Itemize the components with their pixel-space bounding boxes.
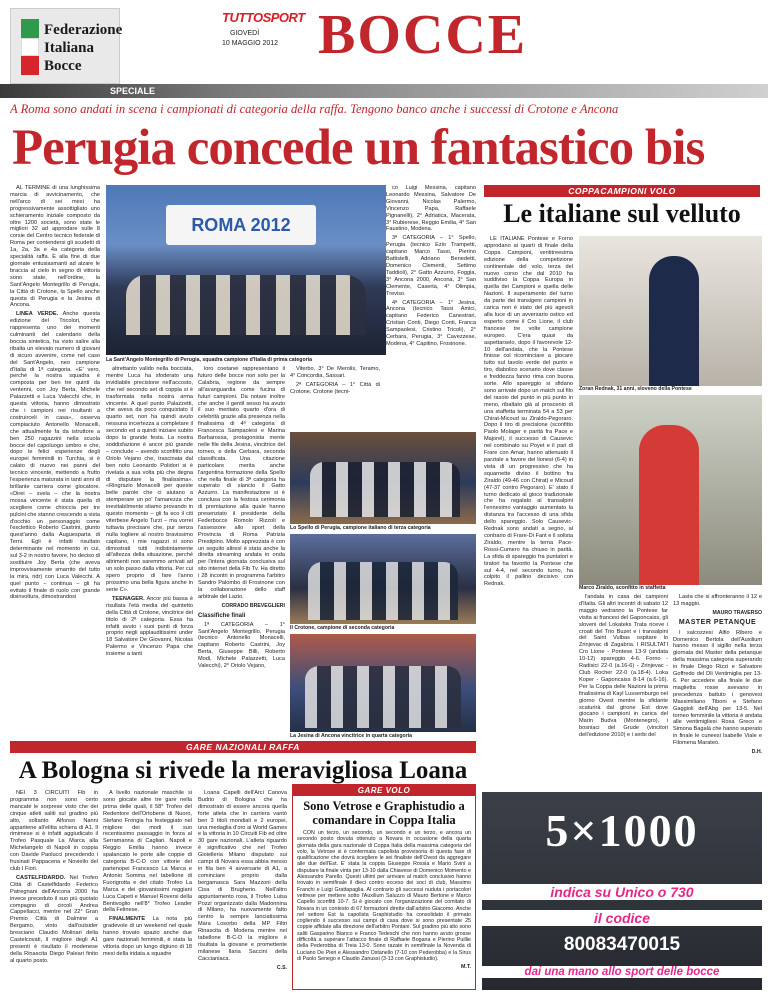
- kicker: A Roma sono andati in scena i campionati di categoria della raffa. Tengono banco anche i successi di Crotone e Ancona: [10, 102, 619, 116]
- loana-column-3: [198, 790, 287, 990]
- loana-para-finalmente: [103, 916, 192, 957]
- sidebar-author-1: MAURO TRAVERSO: [712, 609, 762, 616]
- lead-col5-text: co Luigi Messina, capitano Leonardo Messina, Salvatore De Giovanni, Nicolas Palermo, Vincenzo Papa, Raffaele Pignanelli), 2° Adriatica, Macerata, 3° Rubierese, Reggio Emilia, 4° San Faustino, Modena.: [386, 185, 476, 233]
- lead-label-linea-verde: LINEA VERDE.: [16, 311, 59, 318]
- lead-column-4: [290, 366, 380, 426]
- loana-headline: A Bologna si rivede la meravigliosa Loana: [18, 757, 468, 784]
- italian-flag-icon: [21, 19, 39, 75]
- sidebar-column-1: [484, 236, 573, 776]
- volo-box: [292, 784, 476, 990]
- lead-column-5: [386, 185, 476, 435]
- photo4-caption: La Jesina di Ancona vincitrice in quarta categoria: [290, 733, 476, 739]
- ad-tax-code: 80083470015: [563, 934, 681, 955]
- ad-line-1: indica su Unico o 730: [482, 884, 762, 900]
- loana-label-castelfidardo: CASTELFIDARDO.: [16, 874, 66, 881]
- ranking-third-category: 3ª CATEGORIA – 1° Spello, Perugia (tecnico Ezio Trampetti, capitano Marco Tassi, Pierino Battistelli, Adriano Benedetti, Domenico Clementi, Settimo Taddioli), 2° Gatto Azzurro, Foggia, 3° Ancona 2000, Ancona, 3° San Clemente, Caserta, 4° Olimpia, Treviso.: [386, 235, 476, 297]
- sidebar-text-4: I salcozzesi Alfio Ribero e Domenico Bertola dell'Auxilium hanno messo il sigillo nella terza giornata del Master della petanque della massima categoria superando in finale Diego Rizzi e Salvatore Goffredo del Dli Ventimiglia per 13-6. Per accedere alla finale le due maglietta rosse avevano in precedenza battuto i genovesi Massimiliano Tiboni e Stefano Gaggioli dell'Abg per 13-5. Nel torneo femminile la vittoria è andata alle ventimigliesi Rosa Greco e Simona Bagalà che hanno superato in finale le cuneesi Isabelle Viale e Filomena Marateo.: [673, 629, 762, 747]
- volo-banner: GARE VOLO: [293, 785, 475, 796]
- lead-column-1: [10, 185, 100, 635]
- spello-team-silhouette: [310, 462, 460, 517]
- loana-column-2: [103, 790, 192, 990]
- special-label: SPECIALE: [110, 86, 156, 96]
- lead-col3-text: loro coetanei rappresentano il futuro delle bocce non solo per la Calabria, regione da sempre all'avanguardia come fucina di futuri campioni. Da notare inoltre che anche il gentil sesso ha avuto il suo meritato quarto d'ora di celebrità grazie alla presenza nella finalissima di 4ª categoria di Francesca Sampaolesi e Marina Barbarossa, protagonista mente nelle file della Jesina, vincitrice del torneo, e della Cerbara, seconda classificata. Una citazione particolare merita anche l'argentina formazione della Spello che nella finale di 3ª categoria ha superato di slancio il Gatto Azzurro. La manifestazione si è conclusa con la festosa cerimonia di premiazione alla quale hanno presenziato il presidente della Federbocce Romolo Rizzoli e l'assessore allo sport della Provincia di Roma Patrizia Prestipino. Molto apprezzata è con un seguito altresì è stata anche la diretta streaming andata in onda per l'intera giornata conclusiva sul sito internet della Fib Tv. Ha diretto i 28 incontri in programma l'arbitro Sandro Palombo di Frosinone con la collaborazione dello staff arbitrale del Lazio.: [198, 366, 285, 600]
- lead-para-linea-verde: [10, 311, 100, 601]
- sidebar-photo-rednak: [579, 236, 762, 386]
- section-title: BOCCE: [318, 4, 528, 66]
- federation-line-1: Federazione: [44, 22, 123, 38]
- federation-line-2: Italiana: [44, 40, 95, 56]
- loana-author: C.S.: [276, 964, 287, 971]
- loana-text-castelfidardo: Nel Trofeo Città di Castelfidardo Federico Patregnani dell'Ancona 2000 ha invece preceduto il suo più quotato compagno di circoli Andrea Cappellacci, mentre nel 22° Gran Premio Città di Dalmine a Bergamo, vinto dall'outsider bresciano Claudio Molinari della Castelcovati, il migliore degli A1 presenti è risultato il modenese della Rinascita Diego Paleari finito al quarto posto.: [10, 874, 98, 964]
- lead-text-teenager: Ancor più bassa è risultata l'età media del quintetto della Città di Crotone, vincitrice del titolo di 2ª categoria. Essa ha infatti avuto i suoi punti di forza proprio negli applauditissimi under 18 Salvatore De Giovanni, Nicolas Palermo e Vincenzo Papa che insieme a tanti: [106, 595, 193, 658]
- federation-name: [44, 21, 122, 75]
- raffa-banner: GARE NAZIONALI RAFFA: [10, 741, 476, 753]
- lead-author: CORRADO BREVEGLIERI: [221, 602, 285, 609]
- team-photo-spello: [290, 432, 476, 524]
- federation-logo: [10, 8, 123, 84]
- lead-column-3: [198, 366, 285, 766]
- jesina-team-silhouette: [305, 666, 461, 728]
- lead-intro: AL TERMINE di una lunghissima marcia di avvicinamento, che nell'arco di sei mesi ha progressivamente assottigliato uno schieramento iniziale composto da oltre 1200 società, sono state le migliori 32 ad approdare sulle 8 corsie del Centro tecnico federale di Roma per contendersi gli scudetti di 1a, 2a, 3a e 4a categoria della specialità raffa. È alla fine di due giornate entusiasmanti ad alzare le braccia al cielo in segno di vittoria sono state, nell'ordine, la Sant'Angelo Montegrillo di Perugia, la Città di Crotone, la Spello anche questa di Perugia e la Jesina di Ancona.: [10, 185, 100, 309]
- lead-para-teenager: [106, 596, 193, 658]
- sidebar-text-3: Lasta che si affronteranno il 12 e 13 maggio.: [673, 594, 762, 607]
- sidebar-title: Le italiane sul velluto: [503, 199, 741, 228]
- issue-date: 10 MAGGIO 2012: [222, 40, 279, 47]
- sidebar-text-1: LE ITALIANE Pontese e Forno approdano ai quarti di finale della Coppa Campioni, ventitreesima edizione della competizione continentale del volo, terza del nuovo corso che dal 2010 ha suddiviso la Coppa Europa in quella dei Campioni e quella delle Nazioni. Il superamento del turno da parte dei transigeni campioni in carica non è stato del più agevoli alla luce di un avversario ostico ed esperto come il Cro Lione, il club francese tre volte campione europeo. C'era quasi da aspettarselo, dopo il favorevole 12-10 dell'andata, che la Pontese finisse col ricominciare a giocare tutto sul tavolo verde del punto e tiro, diabolico scenario dove classe e freddezza fanno rima con buona sorte. Allo spareggio si sfidano sono arrivate dopo un match sul filo del rasoio del punto in più punto in meno, ribaltato già al proscenio di una staffetta terminata 54 a 53 per Chirat-Micoud su Ziraldo-Pegoraro. Dopo il tiro di precisione (sconfitto Paolo Molager e parità fra Pace e Majorel), il successo di Causevic nel combinato su Poyet e il pari di Frare con Amar, hanno attenuato il parziale a favore dei lionesi (6-4) in vista di un progressivo che ha squarnette diviso il bottino fra Ziraldo (49-46 con Chirat) e Micoud (47-37 contro Pegoraro). E' stato il turno dedicato al gioco tradizionale che ha regalato al transalpini l'ennesimo vantaggio aumentato la distanza tra l'accesso di una sfida dello spareggio. Solo Causevic-Rednak sono andati a segno, al contrario di Frare-Di Fant e il solista Ziraldo, mentre la terna Pace-Rossi-Cumero ha chiuso in parità. La sfida di spareggio fra puntatori e tiratori ha favorito la Pontese che sul 4-4, nel secondo turno, ha colpito il pallino decisivo con Rednak.: [484, 236, 573, 588]
- volo-author: M.T.: [460, 964, 471, 971]
- loana-label-finalmente: FINALMENTE: [109, 916, 146, 923]
- roma-2012-banner: [166, 205, 316, 245]
- coppacampioni-banner: COPPACAMPIONI VOLO: [484, 185, 760, 197]
- sidebar-text-2: l'andata in casa dei campioni d'Italia. Gli altri incontri di sabato 12 maggio vedranno la Pontese far visita ai francesi del Gaponcaiss, gli sloveni del Lokateks Trata riceve i croati del Trio Buzet e i transalpini del Saint Vulbas ospitare lo Zrinjevac di Zagabria. I RISULTATI Cro Lione - Pontese 13-9 (andata 10-12) spareggio 4-6. Forno - Radisici 22-0 (a.16-6) - Zrinjevac - Club Rocher 22-0 (a.18-4). Loka Koper - Gaponcaiss 8-14 (a.6-16). Per la Coppa delle Nazioni la prima finalissima di Kayl Lussemburgo nel giorno Ovest mentre la sfidante scaturirà dal girone Est dove giocano i campioni in carica del Marin Budva (Montenegro), i bosniaci del Grude (vincitori dell'edizione 2010) e i serbi del: [579, 594, 668, 739]
- roma-2012-text: ROMA 2012: [191, 215, 291, 235]
- volo-text: [293, 830, 475, 988]
- issue-weekday: GIOVEDÌ: [230, 30, 260, 37]
- sidebar-photo1-caption: Zoran Rednak, 31 anni, sloveno della Pontese: [579, 386, 762, 392]
- rednak-player-silhouette: [649, 256, 699, 386]
- ranking-title: Classifiche finali: [198, 612, 246, 619]
- volo-headline: Sono Vetrose e Graphistudio a comandare in Coppa Italia: [303, 799, 465, 827]
- sidebar-photo-ziraldo: [579, 395, 762, 585]
- lead-label-teenager: TEENAGER.: [112, 595, 145, 602]
- ranking-first-category: 1ª CATEGORIA – 1° Sant'Angelo Montegrillo, Perugia (tecnico Antonello Monacelli, capitano Roberto Castrini, Joy Berta, Giuseppe Billi, Roberto Modi, Michele Palazzetti, Luca Valecchi), 2° Oriolo Vejano,: [198, 621, 285, 670]
- sidebar-column-2: [579, 594, 668, 784]
- newspaper-logo: TUTTOSPORT: [222, 10, 305, 25]
- team-photo-santangelo: [106, 185, 386, 355]
- loana-text-1: NEI 3 CIRCUITI Fib in programma non sono certo mancate le sorprese visto che dei cinque atleti saliti sul gradino più alto, soltanto Alfonso Nanni appartiene all'elitta schiera di A1. Il rimimese si è infatti aggiudicato il Trofeo Pasquale La Marca alla Michelangelo di Napoli in coppia con Davide Paolucci precedendo i frusinati Pappacena e Noviello del club I Fiori.: [10, 790, 98, 872]
- five-per-thousand-ad: [482, 792, 762, 990]
- sidebar-column-3: [673, 594, 762, 784]
- sidebar-author-2: D.H.: [751, 749, 762, 756]
- ad-line-3: dai una mano allo sport delle bocce: [482, 966, 762, 978]
- photo3-caption: Il Crotone, campione di seconda categoria: [290, 625, 476, 631]
- team-photo-jesina: [290, 634, 476, 732]
- ad-line-2: il codice: [482, 910, 762, 926]
- players-silhouette: [126, 275, 366, 335]
- sidebar-photo2-caption: Marco Ziraldo, sconfitto in staffetta: [579, 585, 762, 591]
- loana-text-finalmente: La nota più gradevole di un weekend nel quale hanno trovato spazio anche due gare nazionali femminili, è stata la vittoria dopo un lungo digiuno di 18 mesi della iridata a squadre: [103, 916, 192, 957]
- lead-col2-text: altrettanto valido nella bocciata, mentre Luca ha sfoderato una invidiabile precisione nell'accosto, che nel secondo set di coppia si è trasformata nella nostra arma vincente. A quel punto Palazzetti, che aveva da poco conquistato il quarto set, non ha quindi avuto nessuna incertezza a completare il secondo ed a quindi iniziare subito dopo la grande festa. La nostra soddisfazione è ancor più grande – conclude – avendo sconfitto una Oriolo Vejano che, trascinata dal ben noto Leonardo Polidori si è rivelata a sua volta più che degna di disputare la finalissima». «Ringrazio Monacelli per queste belle parole che ci aiutano a stemperare un po' l'amarezza che inevitabilmente stiamo provando in questo momento – gli fa eco il citi viterbese Angelo Turzi – ma vorrei tuttavia precisare che, pur senza nulla togliere al nostro bravissimo capitano, i mie ragazzi si sono dimostrati tutti indistintamente all'altezza della situazione, perché altrimenti non saremmo arrivati ad un solo passo dalla vittoria. Per cui spero proprio di fare l'anno prossimo una bella figura anche in serie C».: [106, 366, 193, 593]
- petanque-title: MASTER PETANQUE: [678, 618, 757, 626]
- loana-text-3: Loana Capelli dell'Arci Canova Budrio di Bologna che ha dimostrato di essere ancora quella forte atleta che in carriera vantò ben 3 titoli mondiali e 2 europei, una medaglia d'oro ai World Games e la vittoria in 10 Circuiti Fib ed oltre 30 gare nazionali. L'atleta riguardo è significativo che nel Trofeo Gioielleria Milano disputato sui campi di Novara essa abbia messo in fila ben 4 avversarie di A1, a cominciare proprio dalla bergamasca Sara Mazzoni della Cisa di Brugherio. Nell'altro appuntamento rosa, il Trofeo Luisa Pozzi organizzato dalla Madonnina di Milano, ha nuovamente fatto centro la sempre lanciatissima Mara Losorbo della MP Filtri Rinascita di Modena mentre nel tabellone B-C-D la migliore è risultata la giovane e promettente milanese Ilaria Saccini della Caccianiaca.: [198, 790, 287, 962]
- lead-col4-text: Viterbo, 3° De Merolis, Teramo, 4° Concordia, Sassari.: [290, 366, 380, 379]
- federation-line-3: Bocce: [44, 58, 82, 74]
- volo-text-body: CON un terzo, un secondo, un secondo e un terzo, e ancora un secondo posto dovuta ottenuto a Novara in occasione della quarta giornata della gara nazionale di Coppa Italia della massima categoria del volo, la Vetrose si è confermata capolista provvisoria di questa fase di qualificazione che dovrà scegliere le sei finaliste dell'Ovest da aggregare alle due dell'Est. E' stata la coppia Giuseppe Rossia e Mario Svini a disputare la finale vinta per 13-10 dalla Chiavese di Domenico Momento e Alessandro Parello. Questi ultimi per arrivare al match conclusivo hanno trovato in semifinale il dieci contro ecceso dei soci di club, Massimo Franchi e Luigi Grattapaglia. Al contrario gli successi nuduta i portacolori vettrese per mettere sotto l'Auxilium Saluzzo di Mauro Bertone e Marco Capello sconfitti 10-7. Si è giocato con l'organizzazione del comitato di Novara in un contesto di 67 formazioni dirette dall'arbitro Giacomo. Anche nel settore Est la capolista Graphistudio ha consolidato il primato cogliendo il successo sui campi di casa dove si sono presentate 25 coppie affidate alla direzione dell'arbitro Pontani. Sul gradino più alto sono saliti Gasparino Bianco e Franco Tedeschi che non hanno avuto grosse difficoltà a superare l'attacco finale di Raffaele Bogana e Pierino Puillie della Pederobba di Treia 13-0. Sono razate in semifinale la Novenda di Luciano De Pieri e Alessandro Ostanello (7-10 con Pederobba) e la Sirus di Paolo Senego e Claudio Zanussi (3-13 con Graphistudio).: [297, 830, 471, 962]
- photo2-caption: Lo Spello di Perugia, campione italiano di terza categoria: [290, 525, 476, 531]
- ziraldo-player-silhouette: [639, 425, 699, 585]
- loana-text-2: A livello nazionale maschile si sono giocate altre tre gare nella prima delle quali, il 58° Trofeo del Redentore dell'Ortobene di Nuoro, Stefano Frongia ha festeggiato nel migliore dei modi il suo recentissimo passaggio in forza al Serramanna di Cagliari. Napoli e Reggio Emilia hanno invece spalancato le porte alle coppie di categoria B-C-D con vittorie del partenopei Francesco La Marca e Antonio Somma nel tabellone di Fuorigrotta e del citato Trofeo La Marca e dei giovanissimi reggiani Luca Capeti e Manuel Roversi della Bentivoglio nell'8° Trofeo Leader della Felinese.: [103, 790, 192, 914]
- headline: Perugia concede un fantastico bis: [12, 120, 705, 176]
- photo1-caption: La Sant'Angelo Montegrillo di Perugia, squadra campione d'Italia di prima categoria: [106, 357, 396, 363]
- team-photo-crotone: [290, 534, 476, 624]
- ranking-second-category: 2ª CATEGORIA – 1° Città di Crotone, Crotone (tecni-: [290, 381, 380, 395]
- loana-para-castelfidardo: [10, 875, 98, 965]
- ranking-fourth-category: 4ª CATEGORIA – 1° Jesina, Ancona (tecnico Tassi Amici, capitano Federico Canestrari, Cristian Conti, Diego Conti, Franca Sampaolesi, Cristino Tricoli), 2° Cerbara, Perugia, 3° Cavezzese, Modena, 4° Capitino, Frosinone.: [386, 299, 476, 347]
- special-bar: [0, 84, 768, 98]
- lead-column-2: [106, 366, 193, 766]
- ad-big-text: 5×1000: [545, 805, 699, 856]
- loana-column-1: [10, 790, 98, 990]
- crotone-team-silhouette: [308, 562, 458, 620]
- lead-text-linea-verde: Anche questa edizione del Tricolori, che rappresenta uno dei momenti culminanti del calendario della boccia sintetica, ha visto salire alla ribalta un elevato numero di giovani di sicuro avvenire, come nel caso del Sant'Angelo, neo campione d'Italia di 1ª categoria. «E' vero, perché la nostra squadra è composta per ben tre quinti da ventenni, con Joy Berta, Michele Palazzetti e Luca Valecchi che, in questa vittoria, hanno dimostrato che i campioni nei risultanti a costruirceli in casa», osserva compiaciuto Antonello Monacelli, che attualmente fa da istruttore a ben 250 ragazzini nella scuola bocce del capoluogo umbro e che, dopo le felici esperienze degli europei femminili in Turchia, si è calato di nuovo nei panni del tecnico vincente, mettendo a frutto l'esperienza maturata in tanti anni di brillante carriera come giocatore. «Direi – svela – che la nostra mossa vincente è stata quella di scegliere come chioccia per tre pulcini che stanno crescendo a vista d'occhio un personaggio come l'esclettico Roberto Castrini, giunto quest'anno dalla Auguesparta di Terni. Egli è infatti risultato determinante nel momento in cui, sul 3-2 in nostro favore, ho deciso di sostituire Joy Berta (che aveva improvvisamente smarrito del tutto la mira, ndr) con Luca Valecchi. A quel punto – continua – gli ha evitato il finale di ruolo con grande disinvoltura, dimostrandosi: [10, 311, 100, 601]
